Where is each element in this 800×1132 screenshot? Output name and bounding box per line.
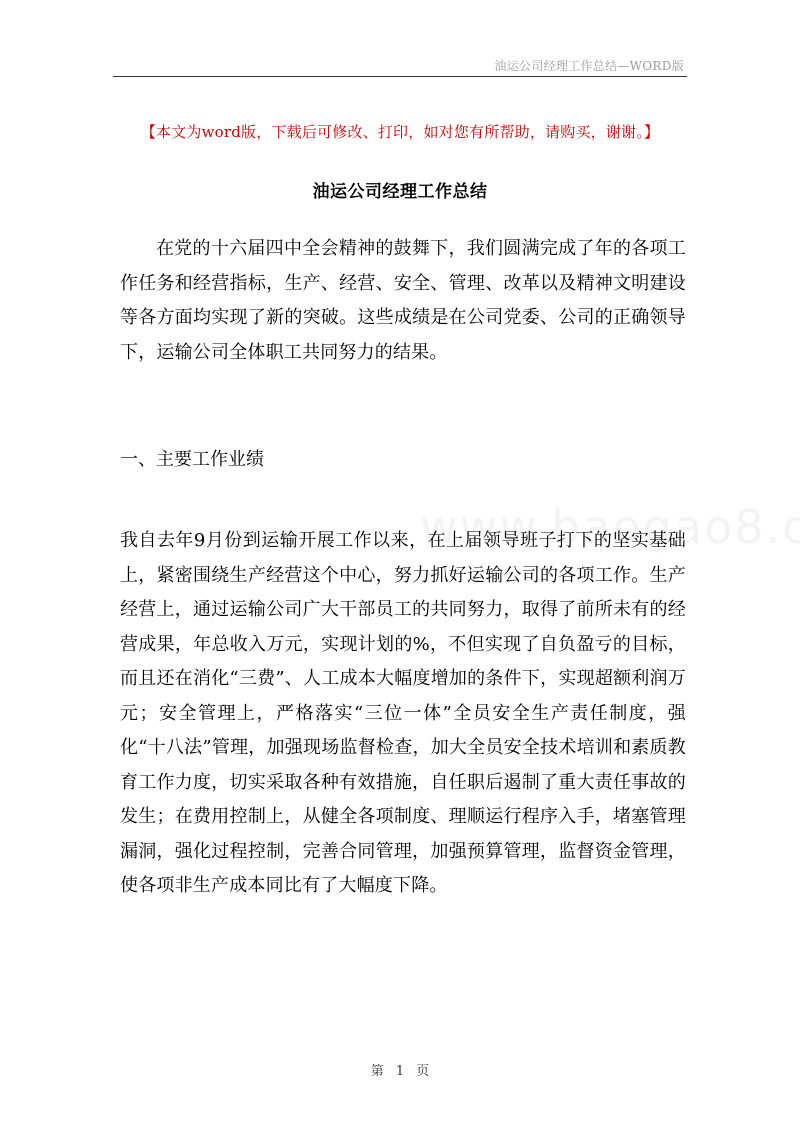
footer-prefix: 第 [370,1064,384,1079]
section-body-paragraph: 我自去年9月份到运输开展工作以来，在上届领导班子打下的坚实基础上，紧密围绕生产经营这个中心，努力抓好运输公司的各项工作。生产经营上，通过运输公司广大干部员工的共同努力，取得了前所未有的经营成果，年总收入万元，实现计划的%，不但实现了自负盈亏的目标，而且还在消化“三费”、人工成本大幅度增加的条件下，实现超额利润万元；安全管理上，严格落实“三位一体”全员安全生产责任制度，强化“十八法”管理，加强现场监督检查，加大全员安全技术培训和素质教育工作力度，切实采取各种有效措施，自任职后遏制了重大责任事故的发生；在费用控制上，从健全各项制度、理顺运行程序入手，堵塞管理漏洞，强化过程控制，完善合同管理，加强预算管理，监督资金管理，使各项非生产成本同比有了大幅度下降。 [120,530,686,896]
document-title: 油运公司经理工作总结 [312,182,488,202]
purchase-notice: 【本文为word版，下载后可修改、打印，如对您有所帮助，请购买，谢谢。】 [140,123,660,141]
page-footer [0,1060,800,1079]
page-number: 1 [395,1064,405,1079]
intro-paragraph: 在党的十六届四中全会精神的鼓舞下，我们圆满完成了年的各项工作任务和经营指标，生产、经营、安全、管理、改革以及精神文明建设等各方面均实现了新的突破。这些成绩是在公司党委、公司的正确领导下，运输公司全体职工共同努力的结果。 [120,238,686,363]
section-heading: 一、主要工作业绩 [120,449,264,470]
header-rule [113,76,687,77]
footer-suffix: 页 [416,1064,430,1079]
page-header-text: 油运公司经理工作总结—WORD版 [494,59,684,73]
